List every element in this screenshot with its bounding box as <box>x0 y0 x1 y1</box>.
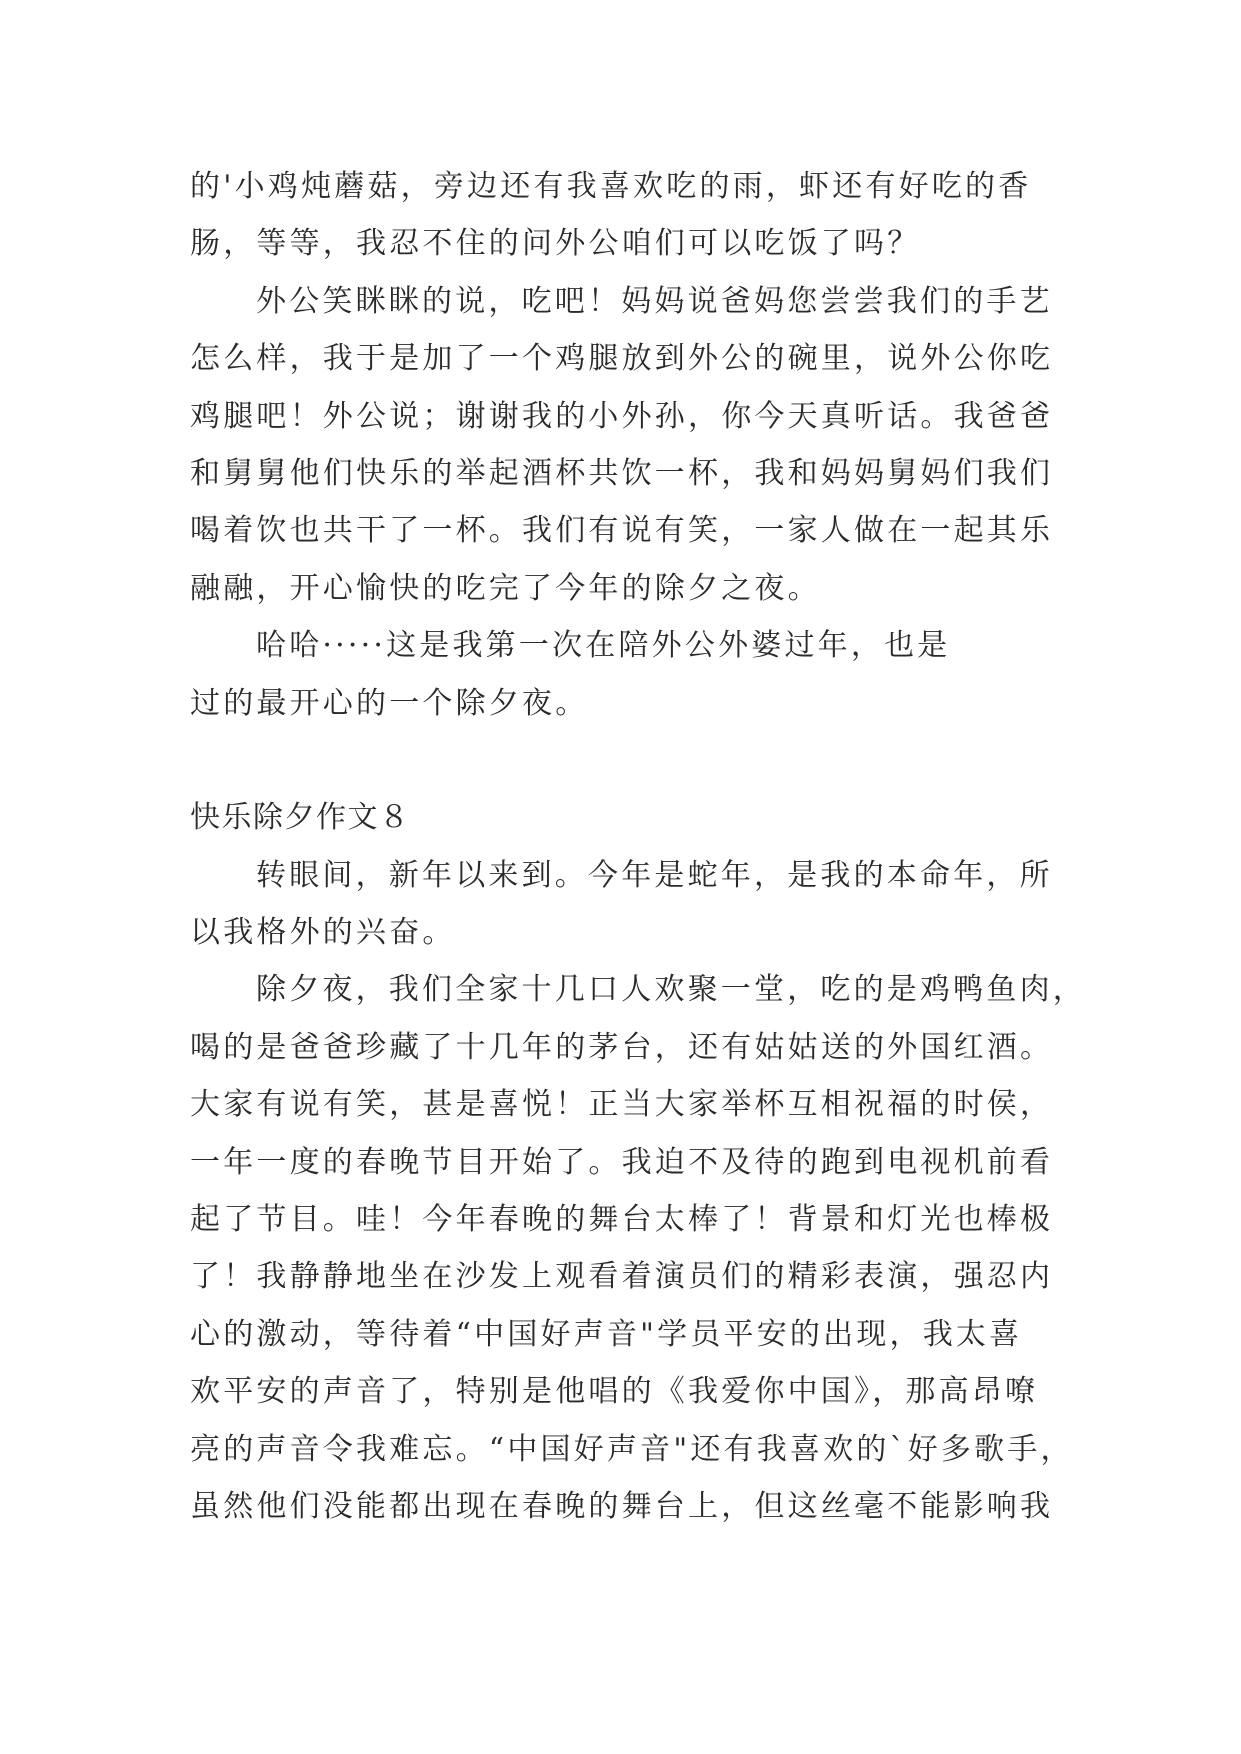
text-line: 喝的是爸爸珍藏了十几年的茅台，还有姑姑送的外国红酒。 <box>190 1029 1054 1065</box>
paragraph-first-line: 外公笑眯眯的说，吃吧！妈妈说爸妈您尝尝我们的手艺 <box>256 283 1053 319</box>
text-line: 融融，开心愉快的吃完了今年的除夕之夜。 <box>190 570 821 606</box>
text-line: 肠，等等，我忍不住的问外公咱们可以吃饭了吗？ <box>190 226 921 262</box>
text-line: 过的最开心的一个除夕夜。 <box>190 685 589 721</box>
text-line: 的'小鸡炖蘑菇，旁边还有我喜欢吃的雨，虾还有好吃的香 <box>190 169 1032 204</box>
text-line: 亮的声音令我难忘。“中国好声音"还有我喜欢的`好多歌手， <box>190 1431 1074 1467</box>
section-spacer <box>190 732 1060 789</box>
essay-text <box>190 158 1086 1535</box>
paragraph-first-line: 哈哈·····这是我第一次在陪外公外婆过年，也是 <box>256 628 951 664</box>
paragraph-first-line: 除夕夜，我们全家十几口人欢聚一堂，吃的是鸡鸭鱼肉， <box>256 972 1086 1008</box>
text-line: 和舅舅他们快乐的举起酒杯共饮一杯，我和妈妈舅妈们我们 <box>190 455 1054 491</box>
text-line: 虽然他们没能都出现在春晚的舞台上，但这丝毫不能影响我 <box>190 1488 1054 1524</box>
text-line: 鸡腿吧！外公说；谢谢我的小外孙，你今天真听话。我爸爸 <box>190 398 1054 434</box>
text-line: 欢平安的声音了，特别是他唱的《我爱你中国》，那高昂嘹 <box>190 1374 1039 1410</box>
text-line: 了！我静静地坐在沙发上观看着演员们的精彩表演，强忍内 <box>190 1259 1054 1295</box>
text-line: 起了节目。哇！今年春晚的舞台太棒了！背景和灯光也棒极 <box>190 1202 1054 1238</box>
text-line: 怎么样，我于是加了一个鸡腿放到外公的碗里，说外公你吃 <box>190 341 1054 377</box>
text-line: 以我格外的兴奋。 <box>190 915 456 951</box>
section-heading: 快乐除夕作文８ <box>190 800 411 836</box>
text-line: 一年一度的春晚节目开始了。我迫不及待的跑到电视机前看 <box>190 1144 1054 1180</box>
paragraph-first-line: 转眼间，新年以来到。今年是蛇年，是我的本命年，所 <box>256 857 1053 893</box>
text-line: 大家有说有笑，甚是喜悦！正当大家举杯互相祝福的时侯， <box>190 1087 1054 1123</box>
text-line: 喝着饮也共干了一杯。我们有说有笑，一家人做在一起其乐 <box>190 513 1054 549</box>
text-line: 心的激动，等待着“中国好声音"学员平安的出现，我太喜 <box>190 1316 1023 1352</box>
